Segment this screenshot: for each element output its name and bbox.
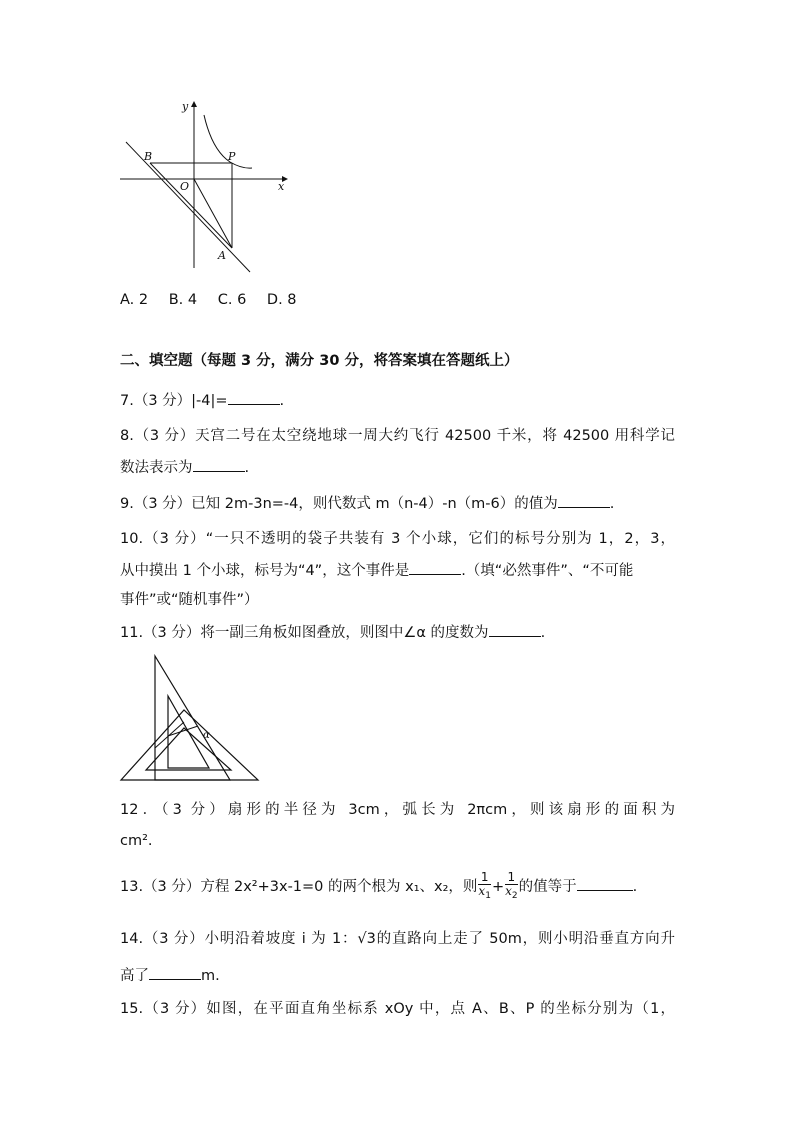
fraction-1-over-x1 (478, 871, 491, 903)
label-a: A (218, 249, 226, 262)
question-15-line1: 15.（3 分）如图，在平面直角坐标系 xOy 中，点 A、B、P 的坐标分别为（1， (120, 1001, 675, 1017)
q8-text: 数法表示为 (120, 460, 193, 476)
q11-text: 11.（3 分）将一副三角板如图叠放，则图中∠α 的度数为 (120, 625, 489, 641)
q8-blank (193, 457, 245, 472)
question-13 (120, 871, 675, 903)
q13-text: 13.（3 分）方程 2x²+3x-1=0 的两个根为 x₁、x₂，则 (120, 879, 478, 895)
q14-end: m. (201, 968, 220, 984)
question-8-line1: 8.（3 分）天宫二号在太空绕地球一周大约飞行 42500 千米，将 42500 用科学记 (120, 428, 675, 444)
question-14-line2 (120, 965, 675, 986)
frac1-den-x: x (478, 884, 486, 898)
label-x: x (278, 180, 285, 193)
q7-text: 7.（3 分）|-4|= (120, 393, 228, 409)
choice-a: A. 2 (120, 292, 149, 308)
q11-end: . (540, 625, 546, 641)
question-12-line2: cm². (120, 833, 153, 849)
small-triangle-inner (146, 728, 231, 770)
question-10-line3: 事件”或“随机事件”） (120, 592, 259, 608)
overlap-line-2 (168, 726, 198, 736)
q7-end: . (279, 393, 285, 409)
plus-sign: + (491, 879, 505, 895)
label-o: O (180, 180, 190, 193)
q9-end: . (609, 496, 615, 512)
fraction-1-over-x2 (505, 871, 518, 903)
q10-text: 从中摸出 1 个小球，标号为“4”，这个事件是 (120, 563, 410, 579)
answer-choices (120, 290, 313, 310)
label-b: B (144, 150, 153, 163)
segment-ba (150, 163, 232, 248)
segment-oa (194, 179, 232, 248)
q9-blank (558, 493, 610, 508)
question-14-line1: 14.（3 分）小明沿着坡度 i 为 1：√3的直路向上走了 50m，则小明沿垂直方向升 (120, 931, 675, 947)
question-10-line1: 10.（3 分）“一只不透明的袋子共装有 3 个小球，它们的标号分别为 1，2，3， (120, 531, 675, 547)
choice-b: B. 4 (168, 292, 198, 308)
q13-suffix: 的值等于 (518, 879, 577, 895)
question-7 (120, 390, 675, 411)
alpha-label: α (203, 730, 210, 741)
label-y: y (182, 100, 189, 113)
q9-text: 9.（3 分）已知 2m-3n=-4，则代数式 m（n-4）-n（m-6）的值为 (120, 496, 558, 512)
frac1-den-sub: 1 (485, 891, 491, 901)
q10-text-end: .（填“必然事件”、“不可能 (461, 563, 634, 579)
label-p: P (228, 150, 236, 163)
frac2-den (505, 885, 518, 903)
frac1-den (478, 885, 491, 903)
q13-end: . (632, 879, 638, 895)
choice-c: C. 6 (217, 292, 247, 308)
question-12-line1: 12．（3 分）扇形的半径为 3cm，弧长为 2πcm，则该扇形的面积为 (120, 802, 675, 818)
q10-blank (409, 560, 461, 575)
q14-text: 高了 (120, 968, 149, 984)
frac1-num: 1 (478, 871, 491, 885)
question-9 (120, 493, 675, 514)
question-10-line2 (120, 560, 675, 581)
coordinate-figure (112, 95, 297, 280)
section-heading: 二、填空题（每题 3 分，满分 30 分，将答案填在答题纸上） (120, 353, 519, 369)
q13-blank (577, 876, 633, 891)
q8-end: . (244, 460, 250, 476)
frac2-den-sub: 2 (511, 891, 518, 901)
y-axis-arrow (191, 101, 197, 107)
frac2-num: 1 (505, 871, 518, 885)
frac2-den-x: x (505, 884, 512, 898)
q14-blank (149, 965, 201, 980)
question-8-line2 (120, 457, 675, 478)
choice-d: D. 8 (266, 292, 297, 308)
q11-blank (489, 622, 541, 637)
q7-blank (228, 390, 280, 405)
question-11 (120, 622, 675, 643)
set-squares-figure (118, 652, 263, 786)
